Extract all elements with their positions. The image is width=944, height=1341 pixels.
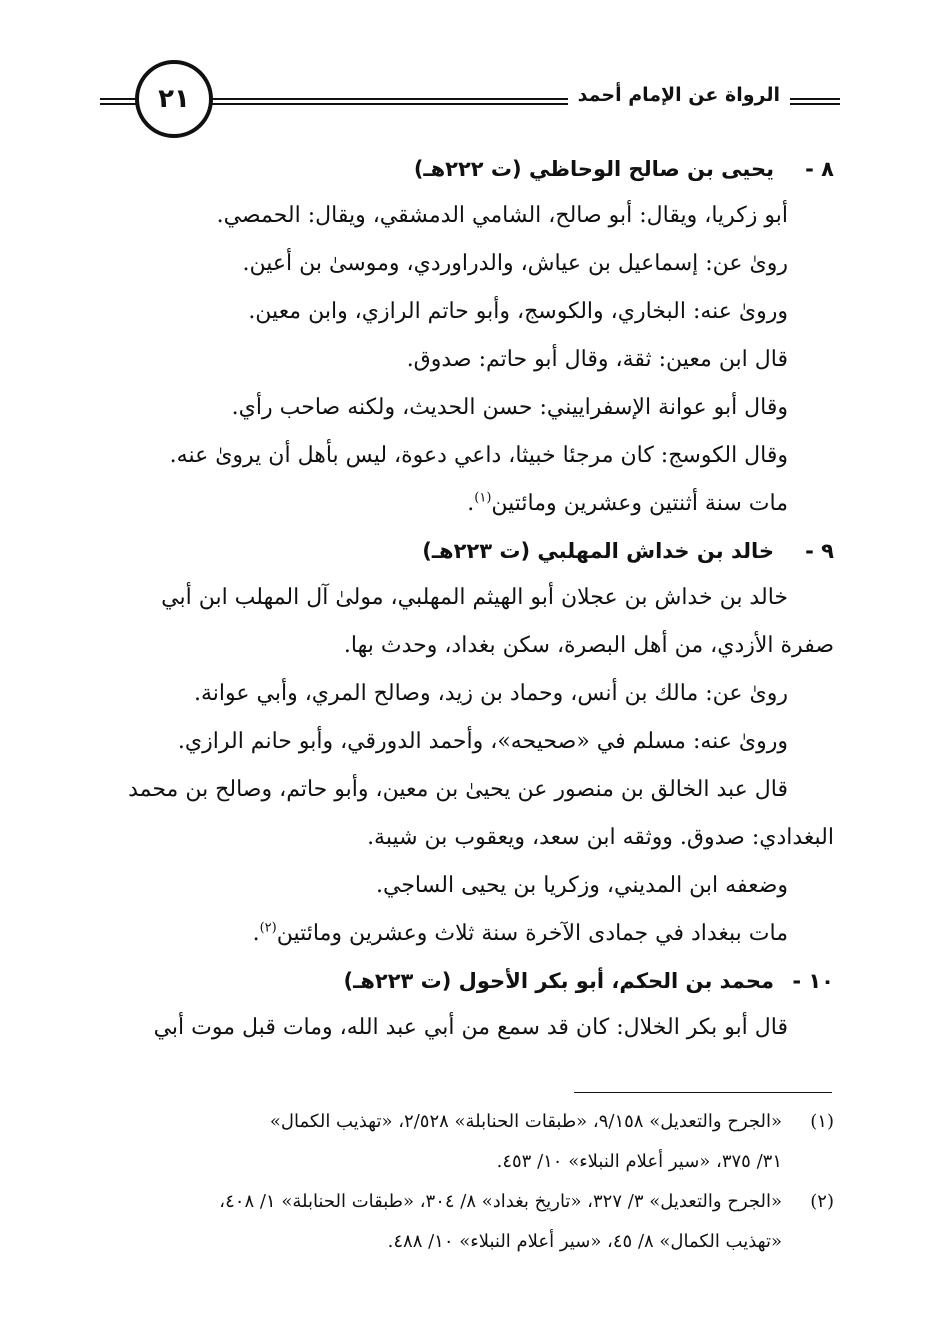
footnote-number: (١) xyxy=(810,1111,834,1132)
page-header xyxy=(100,60,840,140)
footnote-marker: (١) xyxy=(474,490,492,506)
text-line: أبو زكريا، ويقال: أبو صالح، الشامي الدمشقي، ويقال: الحمصي. xyxy=(216,203,788,228)
footnote xyxy=(106,1182,834,1262)
entry-title: يحيى بن صالح الوحاظي (ت ٢٢٢هـ) xyxy=(413,157,774,181)
text-line: وضعفه ابن المديني، وزكريا بن يحيى الساجي. xyxy=(376,873,788,898)
main-text xyxy=(106,146,834,1052)
footnote-divider xyxy=(574,1092,832,1093)
death-text: مات ببغداد في جمادى الآخرة سنة ثلاث وعشرين ومائتين xyxy=(276,921,788,946)
text-line: وقال أبو عوانة الإسفراييني: حسن الحديث، ولكنه صاحب رأي. xyxy=(231,395,788,420)
footnote-line: «تهذيب الكمال» ٨/ ٤٥، «سير أعلام النبلاء» ١٠/ ٤٨٨. xyxy=(387,1231,782,1252)
entry-heading xyxy=(106,958,834,1004)
text-line: قال عبد الخالق بن منصور عن يحيىٰ بن معين، وأبو حاتم، وصالح بن محمد xyxy=(128,777,788,802)
entry-title: خالد بن خداش المهلبي (ت ٢٢٣هـ) xyxy=(422,539,774,563)
text-line: مات ببغداد في جمادى الآخرة سنة ثلاث وعشرين ومائتين$^{(٢)}$. xyxy=(252,920,788,946)
footnote-number: (٢) xyxy=(810,1191,834,1212)
text-line: ورویٰ عنه: البخاري، والكوسج، وأبو حاتم الرازي، وابن معين. xyxy=(248,299,788,324)
footnote-line: «الجرح والتعديل» ٩/١٥٨، «طبقات الحنابلة» ٢/٥٢٨، «تهذيب الكمال» xyxy=(269,1111,782,1132)
footnote xyxy=(106,1102,834,1182)
death-text: مات سنة أثنتين وعشرين ومائتين xyxy=(491,491,788,516)
text-line: البغدادي: صدوق. ووثقه ابن سعد، ويعقوب بن شيبة. xyxy=(367,825,834,850)
text-paragraph xyxy=(106,766,834,862)
footnote-line: «الجرح والتعديل» ٣/ ٣٢٧، «تاريخ بغداد» ٨/ ٣٠٤، «طبقات الحنابلة» ١/ ٤٠٨، xyxy=(219,1191,782,1212)
entry-number: ١٠ - xyxy=(792,969,834,993)
text-line: خالد بن خداش بن عجلان أبو الهيثم المهلبي، مولىٰ آل المهلب ابن أبي xyxy=(161,585,788,610)
text-line: صفرة الأزدي، من أهل البصرة، سكن بغداد، وحدث بها. xyxy=(343,633,834,658)
text-line: روىٰ عن: مالك بن أنس، وحماد بن زيد، وصالح المري، وأبي عوانة. xyxy=(194,681,788,706)
text-paragraph xyxy=(106,574,834,670)
footnotes xyxy=(106,1102,834,1262)
text-line: قال أبو بكر الخلال: كان قد سمع من أبي عبد الله، ومات قبل موت أبي xyxy=(153,1015,788,1040)
footnote-marker: (٢) xyxy=(259,920,277,936)
running-title: الرواة عن الإمام أحمد xyxy=(568,84,790,106)
entry-heading xyxy=(106,528,834,574)
text-line: مات سنة أثنتين وعشرين ومائتين$^{(١)}$. xyxy=(467,490,788,516)
page-number: ٢١ xyxy=(135,60,213,138)
entry-number: ٨ - xyxy=(805,157,834,181)
entry-number: ٩ - xyxy=(805,539,834,563)
text-line: ورویٰ عنه: مسلم في «صحيحه»، وأحمد الدورقي، وأبو حانم الرازي. xyxy=(177,729,788,754)
text-line: روىٰ عن: إسماعيل بن عياش، والدراوردي، وموسىٰ بن أعين. xyxy=(242,251,788,276)
footnote-line: ٣١/ ٣٧٥، «سير أعلام النبلاء» ١٠/ ٤٥٣. xyxy=(496,1151,782,1172)
text-line: وقال الكوسج: كان مرجئا خبيثا، داعي دعوة، ليس بأهل أن يروىٰ عنه. xyxy=(169,443,788,468)
entry-heading xyxy=(106,146,834,192)
entry-title: محمد بن الحكم، أبو بكر الأحول (ت ٢٢٣هـ) xyxy=(343,969,774,993)
text-line: قال ابن معين: ثقة، وقال أبو حاتم: صدوق. xyxy=(406,347,788,372)
